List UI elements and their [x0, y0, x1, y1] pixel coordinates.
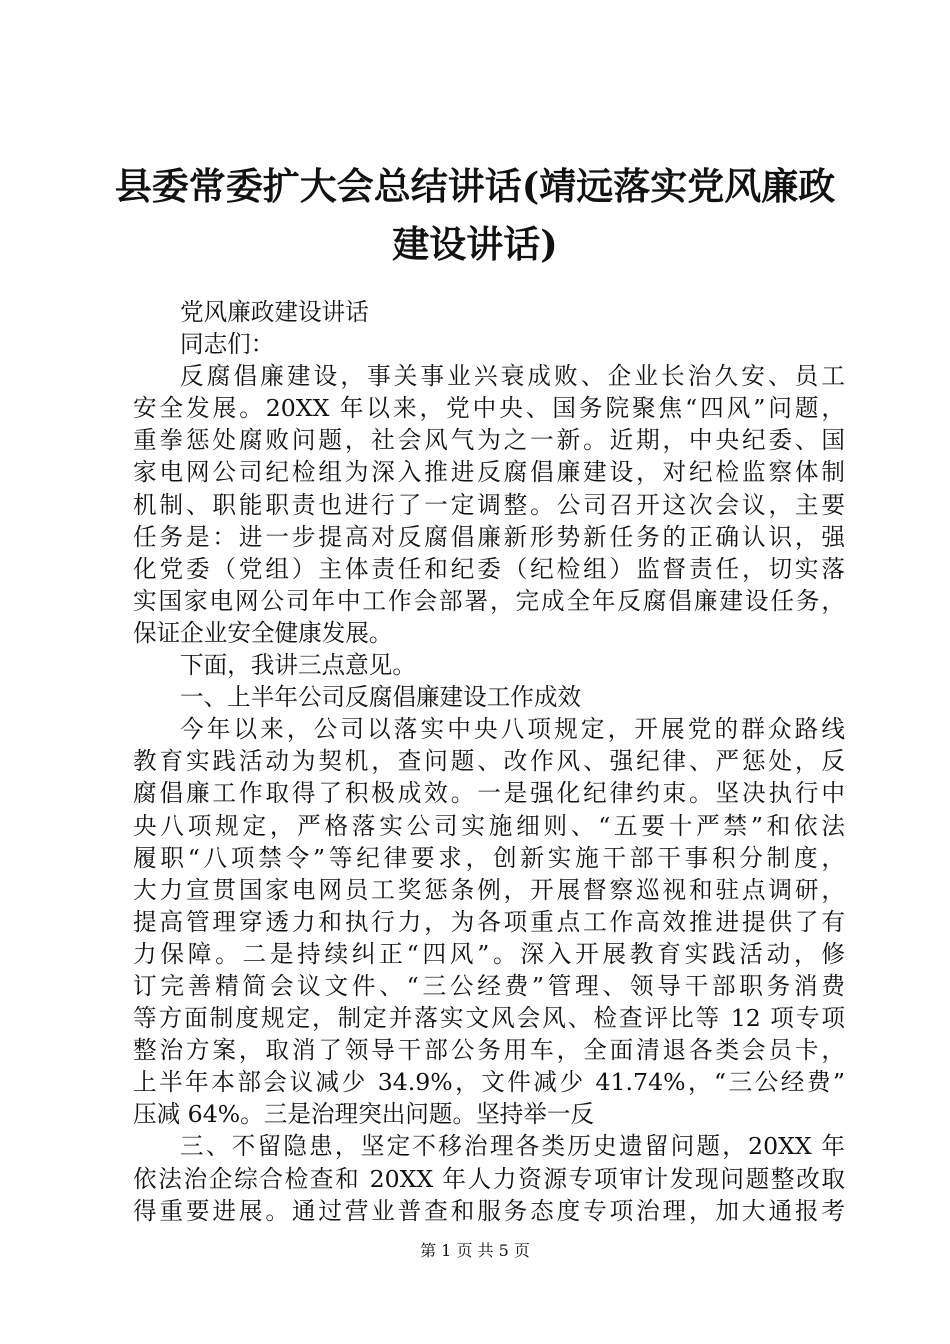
- salutation: 同志们：: [180, 330, 275, 359]
- section-heading: 一、上半年公司反腐倡廉建设工作成效: [180, 683, 582, 712]
- document-title-line-2: 建设讲话): [392, 222, 558, 266]
- paragraph-line: 今年以来，公司以落实中央八项规定，开展党的群众路线: [180, 715, 845, 744]
- paragraph-line: 压减 64%。三是治理突出问题。坚持举一反: [133, 1100, 595, 1129]
- paragraph-line: 实国家电网公司年中工作会部署，完成全年反腐倡廉建设任务，: [133, 586, 845, 615]
- section-heading: 党风廉政建设讲话: [180, 298, 369, 326]
- paragraph-line: 教育实践活动为契机，查问题、改作风、强纪律、严惩处，反: [133, 747, 845, 776]
- paragraph-line: 央八项规定，严格落实公司实施细则、“五要十严禁”和依法: [133, 811, 845, 840]
- page-number-footer: 第 1 页 共 5 页: [420, 1241, 530, 1260]
- paragraph-line: 重拳惩处腐败问题，社会风气为之一新。近期，中央纪委、国: [133, 426, 845, 455]
- paragraph-line: 三、不留隐患，坚定不移治理各类历史遗留问题，20XX 年: [180, 1132, 845, 1161]
- paragraph-line: 订完善精简会议文件、“三公经费”管理、领导干部职务消费: [133, 971, 845, 1000]
- paragraph-line: 反腐倡廉建设，事关事业兴衰成败、企业长治久安、员工: [180, 362, 845, 391]
- paragraph-line: 整治方案，取消了领导干部公务用车，全面清退各类会员卡，: [133, 1036, 845, 1065]
- paragraph-line: 履职“八项禁令”等纪律要求，创新实施干部干事积分制度，: [133, 843, 845, 872]
- paragraph-line: 安全发展。20XX 年以来，党中央、国务院聚焦“四风”问题，: [133, 394, 845, 423]
- paragraph-line: 上半年本部会议减少 34.9%，文件减少 41.74%，“三公经费”: [133, 1068, 845, 1097]
- paragraph-line: 依法治企综合检查和 20XX 年人力资源专项审计发现问题整改取: [133, 1164, 845, 1193]
- paragraph-line: 大力宣贯国家电网员工奖惩条例，开展督察巡视和驻点调研，: [133, 875, 845, 904]
- document-title-line-1: 县委常委扩大会总结讲话(靖远落实党风廉政: [114, 164, 836, 208]
- paragraph-line: 等方面制度规定，制定并落实文风会风、检查评比等 12 项专项: [133, 1004, 845, 1033]
- document-body: [133, 296, 845, 1227]
- paragraph-line: 保证企业安全健康发展。: [133, 618, 393, 647]
- paragraph-line: 家电网公司纪检组为深入推进反腐倡廉建设，对纪检监察体制: [133, 458, 845, 487]
- paragraph-line: 任务是：进一步提高对反腐倡廉新形势新任务的正确认识，强: [133, 522, 845, 551]
- paragraph-line: 力保障。二是持续纠正“四风”。深入开展教育实践活动，修: [133, 939, 845, 968]
- paragraph-line: 下面，我讲三点意见。: [180, 651, 416, 680]
- paragraph-line: 机制、职能职责也进行了一定调整。公司召开这次会议，主要: [133, 490, 845, 519]
- paragraph-line: 化党委（党组）主体责任和纪委（纪检组）监督责任，切实落: [133, 554, 845, 583]
- paragraph-line: 提高管理穿透力和执行力，为各项重点工作高效推进提供了有: [133, 907, 845, 936]
- paragraph-line: 腐倡廉工作取得了积极成效。一是强化纪律约束。坚决执行中: [133, 779, 845, 808]
- paragraph-line: 得重要进展。通过营业普查和服务态度专项治理，加大通报考: [133, 1196, 845, 1225]
